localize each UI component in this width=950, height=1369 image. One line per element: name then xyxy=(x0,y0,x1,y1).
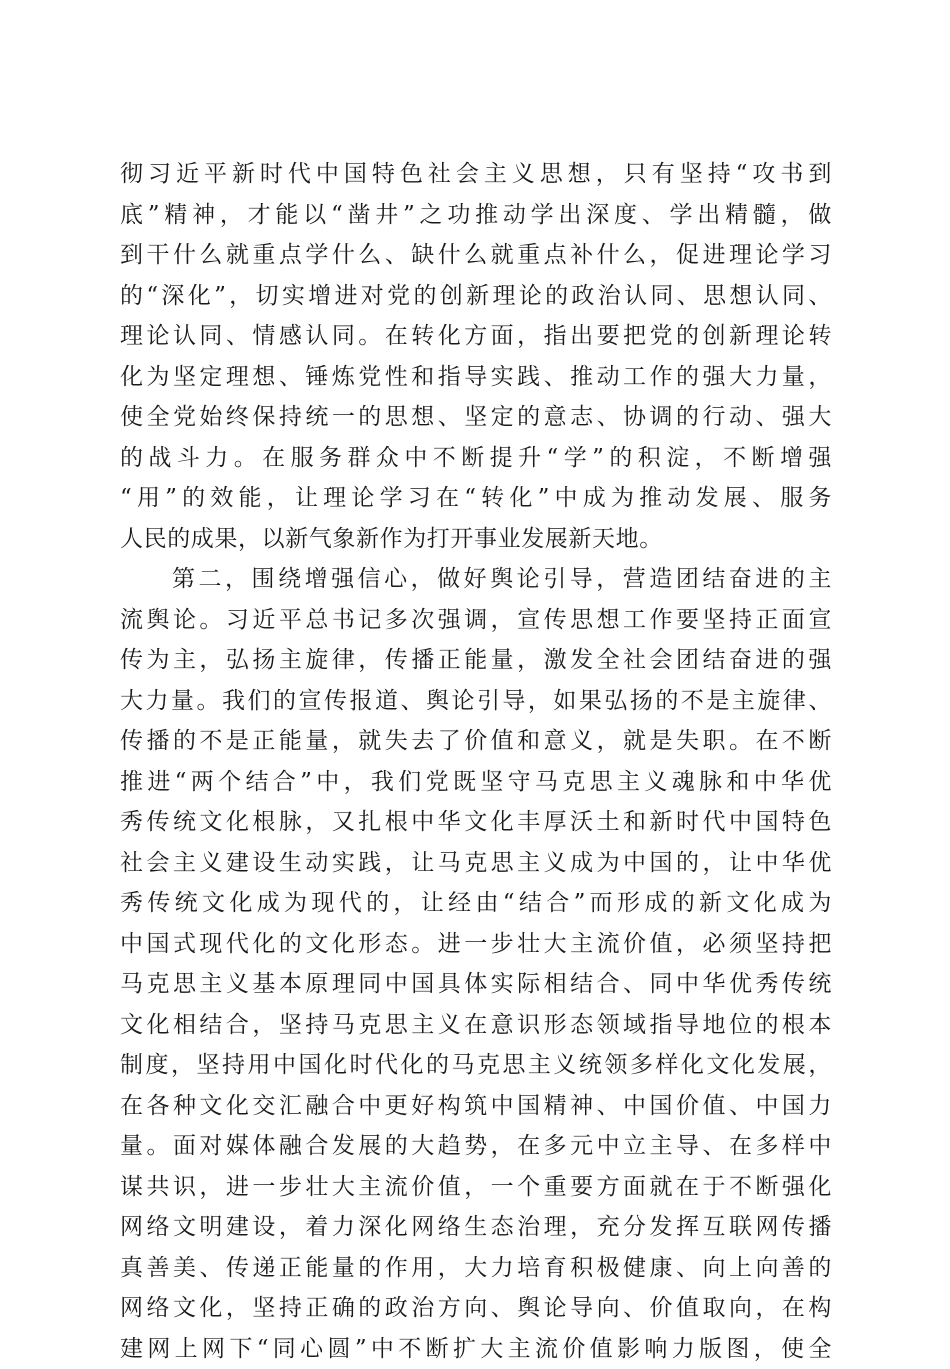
text-line: 在各种文化交汇融合中更好构筑中国精神、中国价值、中国力 xyxy=(120,1086,832,1127)
text-line: 传播的不是正能量，就失去了价值和意义，就是失职。在不断 xyxy=(120,721,832,762)
text-line: 制度，坚持用中国化时代化的马克思主义统领多样化文化发展， xyxy=(120,1045,832,1086)
text-line: 到干什么就重点学什么、缺什么就重点补什么，促进理论学习 xyxy=(120,235,832,276)
text-line: 网络文化，坚持正确的政治方向、舆论导向、价值取向，在构 xyxy=(120,1288,832,1329)
text-line: 建网上网下“同心圆”中不断扩大主流价值影响力版图，使全 xyxy=(120,1329,832,1369)
text-line: 流舆论。习近平总书记多次强调，宣传思想工作要坚持正面宣 xyxy=(120,600,832,641)
text-line: 秀传统文化成为现代的，让经由“结合”而形成的新文化成为 xyxy=(120,883,832,924)
paragraph-end-line: 人民的成果，以新气象新作为打开事业发展新天地。 xyxy=(120,519,832,560)
paragraph-start-line: 第二，围绕增强信心，做好舆论引导，营造团结奋进的主 xyxy=(120,559,832,600)
text-line: 谋共识，进一步壮大主流价值，一个重要方面就在于不断强化 xyxy=(120,1167,832,1208)
text-line: 底”精神，才能以“凿井”之功推动学出深度、学出精髓，做 xyxy=(120,195,832,236)
text-line: 传为主，弘扬主旋律，传播正能量，激发全社会团结奋进的强 xyxy=(120,640,832,681)
text-line: 社会主义建设生动实践，让马克思主义成为中国的，让中华优 xyxy=(120,843,832,884)
text-line: 彻习近平新时代中国特色社会主义思想，只有坚持“攻书到 xyxy=(120,154,832,195)
body-text xyxy=(120,154,832,1369)
text-line: 量。面对媒体融合发展的大趋势，在多元中立主导、在多样中 xyxy=(120,1126,832,1167)
text-line: 中国式现代化的文化形态。进一步壮大主流价值，必须坚持把 xyxy=(120,924,832,965)
text-line: 大力量。我们的宣传报道、舆论引导，如果弘扬的不是主旋律、 xyxy=(120,681,832,722)
text-line: 的“深化”，切实增进对党的创新理论的政治认同、思想认同、 xyxy=(120,276,832,317)
text-line: 化为坚定理想、锤炼党性和指导实践、推动工作的强大力量， xyxy=(120,357,832,398)
text-line: 网络文明建设，着力深化网络生态治理，充分发挥互联网传播 xyxy=(120,1207,832,1248)
text-line: 秀传统文化根脉，又扎根中华文化丰厚沃土和新时代中国特色 xyxy=(120,802,832,843)
text-line: 推进“两个结合”中，我们党既坚守马克思主义魂脉和中华优 xyxy=(120,762,832,803)
text-line: 马克思主义基本原理同中国具体实际相结合、同中华优秀传统 xyxy=(120,964,832,1005)
text-line: 真善美、传递正能量的作用，大力培育积极健康、向上向善的 xyxy=(120,1248,832,1289)
text-line: 理论认同、情感认同。在转化方面，指出要把党的创新理论转 xyxy=(120,316,832,357)
text-line: 使全党始终保持统一的思想、坚定的意志、协调的行动、强大 xyxy=(120,397,832,438)
text-line: “用”的效能，让理论学习在“转化”中成为推动发展、服务 xyxy=(120,478,832,519)
text-line: 的战斗力。在服务群众中不断提升“学”的积淀，不断增强 xyxy=(120,438,832,479)
text-line: 文化相结合，坚持马克思主义在意识形态领域指导地位的根本 xyxy=(120,1005,832,1046)
